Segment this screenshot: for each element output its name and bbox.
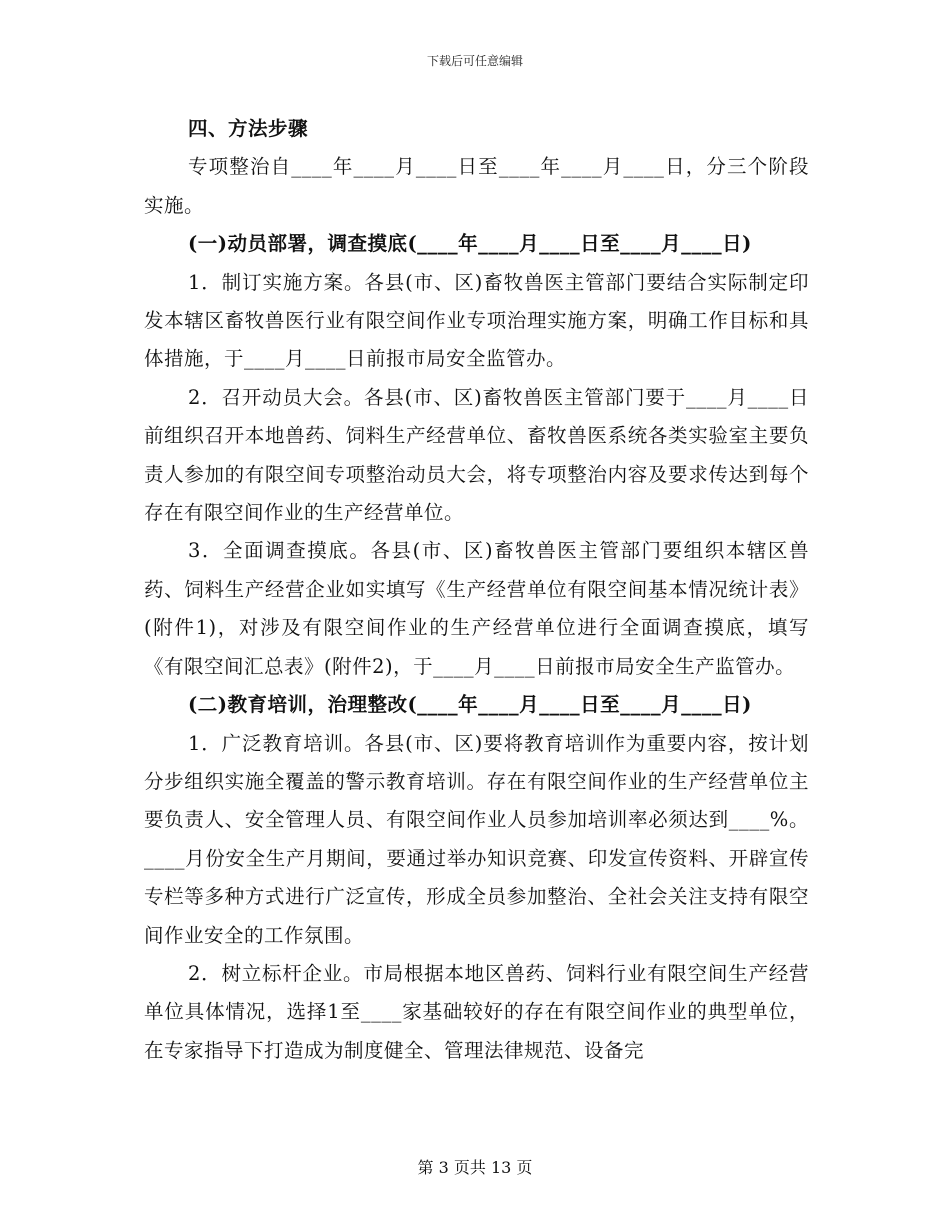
subsection-heading: (二)教育培训，治理整改(____年____月____日至____月____日)	[188, 693, 752, 717]
paragraph: 1．广泛教育培训。各县(市、区)要将教育培训作为重要内容，按计划分步组织实施全覆盖的警示教育培训。存在有限空间作业的生产经营单位主要负责人、安全管理人员、有限空间作业人员参加培训率必须达到____%。____月份安全生产月期间，要通过举办知识竞赛、印发宣传资料、开辟宣传专栏等多种方式进行广泛宣传，形成全员参加整治、全社会关注支持有限空间作业安全的工作氛围。	[144, 731, 809, 947]
paragraph: 1．制订实施方案。各县(市、区)畜牧兽医主管部门要结合实际制定印发本辖区畜牧兽医行业有限空间作业专项治理实施方案，明确工作目标和具体措施，于____月____日前报市局安全监管办。	[144, 270, 809, 371]
section-heading: 四、方法步骤	[188, 117, 309, 140]
paragraph: 3．全面调查摸底。各县(市、区)畜牧兽医主管部门要组织本辖区兽药、饲料生产经营企业如实填写《生产经营单位有限空间基本情况统计表》(附件1)，对涉及有限空间作业的生产经营单位进行全面调查摸底，填写《有限空间汇总表》(附件2)，于____月____日前报市局安全生产监管办。	[144, 539, 809, 678]
document-body	[144, 110, 809, 1070]
page-header: 下载后可任意编辑	[426, 54, 523, 68]
subsection-heading: (一)动员部署，调查摸底(____年____月____日至____月____日)	[188, 232, 752, 256]
paragraph: 2．召开动员大会。各县(市、区)畜牧兽医主管部门要于____月____日前组织召开本地兽药、饲料生产经营单位、畜牧兽医系统各类实验室主要负责人参加的有限空间专项整治动员大会，将专项整治内容及要求传达到每个存在有限空间作业的生产经营单位。	[144, 385, 809, 525]
page-footer: 第 3 页共 13 页	[417, 1158, 533, 1177]
paragraph: 2．树立标杆企业。市局根据本地区兽药、饲料行业有限空间生产经营单位具体情况，选择1至____家基础较好的存在有限空间作业的典型单位，在专家指导下打造成为制度健全、管理法律规范、设备完	[144, 961, 809, 1062]
paragraph: 专项整治自____年____月____日至____年____月____日，分三个阶段实施。	[144, 155, 809, 217]
